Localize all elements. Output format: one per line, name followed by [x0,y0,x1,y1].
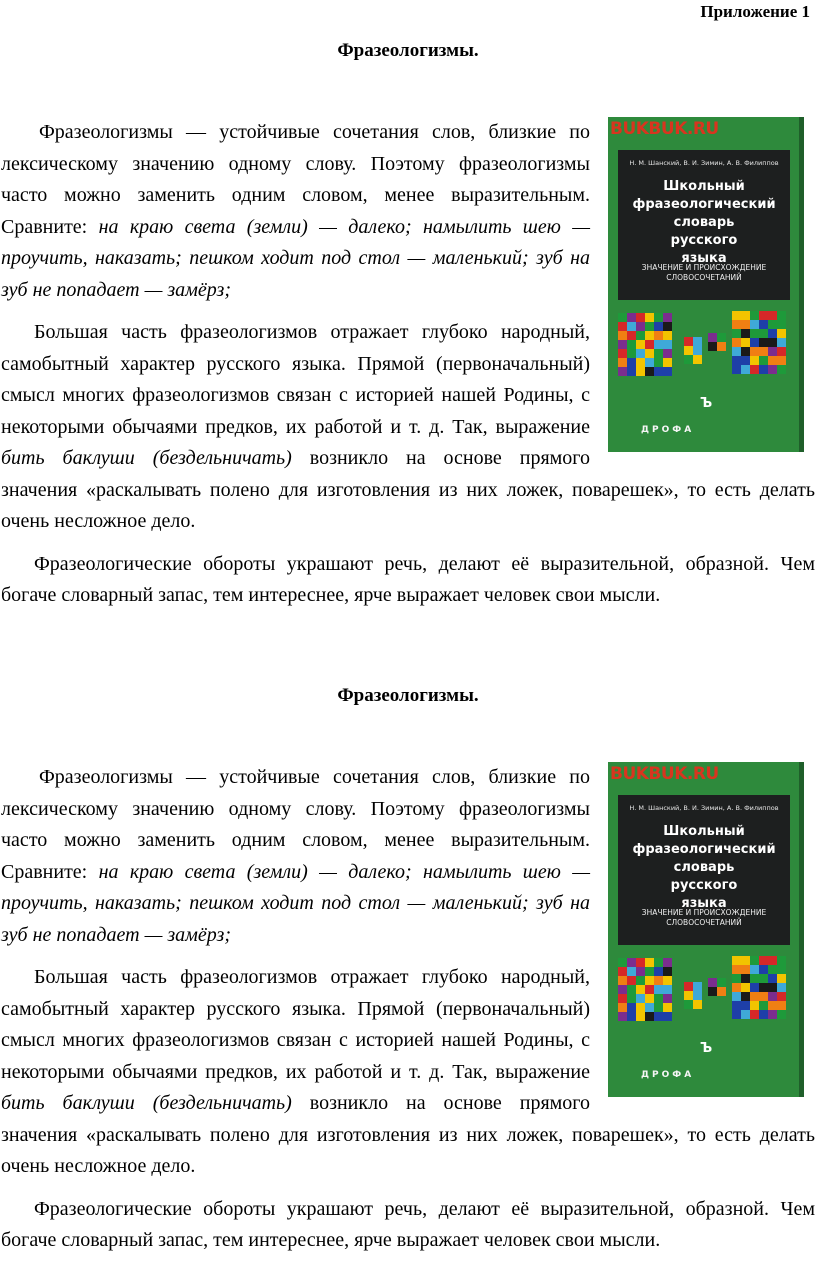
pattern-square [777,329,786,338]
pattern-square [654,331,663,340]
pattern-square [777,347,786,356]
pattern-square [627,994,636,1003]
pattern-square [759,320,768,329]
pattern-square [759,1001,768,1010]
pattern-square [717,342,726,351]
pattern-square [654,958,663,967]
pattern-square [654,1003,663,1012]
pattern-square [732,311,741,320]
section-2 [0,685,816,1257]
book-subtitle: ЗНАЧЕНИЕ И ПРОИСХОЖДЕНИЕ СЛОВОСОЧЕТАНИЙ [641,263,767,282]
pattern-square [777,992,786,1001]
pattern-square [684,1000,693,1009]
publisher-logo-icon: Ъ [700,396,713,411]
paragraph-conclusion: Фразеологические обороты украшают речь, делают её выразительной, образной. Чем богаче словарный запас, тем интереснее, ярче выражает человек свои мысли. [1,1197,815,1251]
pattern-square [732,365,741,374]
pattern-square [717,333,726,342]
pattern-square [636,967,645,976]
book-title: Школьный фразеологический словарь русского языка [632,824,776,911]
pattern-square [750,356,759,365]
pattern-square [732,1001,741,1010]
pattern-square [618,358,627,367]
pattern-square [663,331,672,340]
pattern-square [636,976,645,985]
pattern-square [645,313,654,322]
pattern-square [777,1010,786,1019]
pattern-square [750,338,759,347]
book-title: Школьный фразеологический словарь русского языка [632,179,776,266]
section-title: Фразеологизмы. [337,685,479,706]
pattern-square [663,358,672,367]
pattern-square [636,367,645,376]
pattern-square [654,340,663,349]
pattern-square [645,367,654,376]
pattern-square [645,1003,654,1012]
pattern-square [759,965,768,974]
pattern-square [663,367,672,376]
pattern-square [732,983,741,992]
pattern-square [636,1012,645,1021]
pattern-square [618,976,627,985]
pattern-square [693,337,702,346]
pattern-square [645,1012,654,1021]
pattern-square [636,349,645,358]
pattern-square [732,974,741,983]
pattern-square [636,331,645,340]
pattern-square [768,338,777,347]
pattern-square [750,965,759,974]
book-title-panel [618,795,790,945]
pattern-square [717,987,726,996]
pattern-square [732,965,741,974]
pattern-square [663,967,672,976]
pattern-square [618,313,627,322]
pattern-square [741,965,750,974]
book-site-watermark: BUKBUK.RU [610,764,719,784]
pattern-square [636,313,645,322]
pattern-square [693,355,702,364]
pattern-square [777,356,786,365]
pattern-square [654,322,663,331]
paragraph-history: Большая часть фразеологизмов отражает глубоко народный, самобытный характер русского языка. Прямой (первоначальный) смысл многих фразеологизмов связан с историей нашей Родины, с некоторыми обычаями предков, их работой и т. д. Так, выражение бить баклуши (бездельничать) возникло на основе прямого значения «раскалывать полено для изготовления из них ложек, поварешек», то есть делать очень несложное дело. [1,966,815,1177]
pattern-square [768,1010,777,1019]
pattern-square [708,333,717,342]
pattern-square [777,311,786,320]
pattern-square [684,991,693,1000]
pattern-square [684,355,693,364]
pattern-square [750,956,759,965]
paragraph-definition: Фразеологизмы — устойчивые сочетания слов, близкие по лексическому значению одному слову. Поэтому фразеологизмы часто можно заменить одним словом, менее выразительным. Сравните: на краю света (земли) — далеко; намылить шею — проучить, наказать; пешком ходит под стол — маленький; зуб на зуб не попадает — замёрз; [1,766,590,946]
pattern-square [768,329,777,338]
pattern-square [618,340,627,349]
publisher-logo-icon: Ъ [700,1041,713,1056]
pattern-square [741,320,750,329]
pattern-square [750,347,759,356]
pattern-square [645,331,654,340]
pattern-square [732,356,741,365]
pattern-square [627,367,636,376]
book-authors: Н. М. Шанский, В. И. Зимин, А. В. Филиппов [629,804,779,812]
pattern-square [645,322,654,331]
pattern-square [768,992,777,1001]
pattern-square [636,958,645,967]
pattern-square [750,1001,759,1010]
pattern-square [732,992,741,1001]
pattern-square [636,358,645,367]
pattern-square [750,992,759,1001]
pattern-square [684,982,693,991]
pattern-square [654,313,663,322]
pattern-square [777,956,786,965]
book-site-watermark: BUKBUK.RU [610,119,719,139]
paragraph-conclusion: Фразеологические обороты украшают речь, делают её выразительной, образной. Чем богаче словарный запас, тем интереснее, ярче выражает человек свои мысли. [1,552,815,606]
pattern-square [708,342,717,351]
pattern-square [663,1003,672,1012]
pattern-square [759,329,768,338]
pattern-square [732,338,741,347]
pattern-square [663,985,672,994]
pattern-square [684,337,693,346]
pattern-square [627,358,636,367]
book-publisher: ДРОФА [641,1070,695,1080]
pattern-square [741,1001,750,1010]
pattern-square [759,347,768,356]
paragraph-history: Большая часть фразеологизмов отражает глубоко народный, самобытный характер русского языка. Прямой (первоначальный) смысл многих фразеологизмов связан с историей нашей Родины, с некоторыми обычаями предков, их работой и т. д. Так, выражение бить баклуши (бездельничать) возникло на основе прямого значения «раскалывать полено для изготовления из них ложек, поварешек», то есть делать очень несложное дело. [1,321,815,532]
pattern-square [618,958,627,967]
pattern-square [777,1001,786,1010]
pattern-square [759,983,768,992]
pattern-square [759,356,768,365]
pattern-square [618,1012,627,1021]
pattern-square [732,1010,741,1019]
pattern-square [741,338,750,347]
pattern-square [777,974,786,983]
pattern-square [618,994,627,1003]
checker-pattern [614,952,792,1032]
pattern-square [768,1001,777,1010]
pattern-square [741,1010,750,1019]
appendix-label: Приложение 1 [700,2,810,21]
pattern-square [759,974,768,983]
pattern-square [654,367,663,376]
pattern-square [654,1012,663,1021]
pattern-square [627,985,636,994]
pattern-square [777,365,786,374]
pattern-square [645,349,654,358]
pattern-square [750,365,759,374]
pattern-square [741,356,750,365]
pattern-square [768,347,777,356]
pattern-square [636,1003,645,1012]
pattern-square [636,322,645,331]
pattern-square [627,1012,636,1021]
pattern-square [618,367,627,376]
pattern-square [777,983,786,992]
pattern-square [750,983,759,992]
pattern-square [741,956,750,965]
pattern-square [750,974,759,983]
pattern-square [693,1000,702,1009]
pattern-square [627,967,636,976]
pattern-square [759,956,768,965]
pattern-square [732,329,741,338]
pattern-square [750,311,759,320]
pattern-square [627,331,636,340]
pattern-square [663,322,672,331]
book-title-panel [618,150,790,300]
pattern-square [663,958,672,967]
book-cover-image [608,762,804,1097]
pattern-square [741,365,750,374]
pattern-square [654,358,663,367]
pattern-square [645,976,654,985]
pattern-square [741,974,750,983]
pattern-square [768,311,777,320]
pattern-square [645,967,654,976]
pattern-square [777,320,786,329]
pattern-square [768,974,777,983]
pattern-square [741,329,750,338]
pattern-square [759,992,768,1001]
pattern-square [732,956,741,965]
pattern-square [759,365,768,374]
pattern-square [717,978,726,987]
book-publisher: ДРОФА [641,425,695,435]
pattern-square [627,958,636,967]
pattern-square [627,1003,636,1012]
pattern-square [654,976,663,985]
pattern-square [708,978,717,987]
pattern-square [768,365,777,374]
pattern-square [693,346,702,355]
pattern-square [654,994,663,1003]
pattern-square [663,340,672,349]
pattern-square [636,340,645,349]
pattern-square [741,347,750,356]
paragraph-definition: Фразеологизмы — устойчивые сочетания слов, близкие по лексическому значению одному слову. Поэтому фразеологизмы часто можно заменить одним словом, менее выразительным. Сравните: на краю света (земли) — далеко; намылить шею — проучить, наказать; пешком ходит под стол — маленький; зуб на зуб не попадает — замёрз; [1,121,590,301]
pattern-square [777,965,786,974]
pattern-square [750,1010,759,1019]
pattern-square [627,349,636,358]
pattern-square [654,985,663,994]
pattern-square [618,322,627,331]
book-cover-image [608,117,804,452]
pattern-square [750,320,759,329]
pattern-square [693,991,702,1000]
pattern-square [708,987,717,996]
pattern-square [645,958,654,967]
pattern-square [663,1012,672,1021]
pattern-square [654,349,663,358]
pattern-square [759,311,768,320]
pattern-square [645,985,654,994]
pattern-square [750,329,759,338]
pattern-square [618,331,627,340]
pattern-square [645,994,654,1003]
pattern-square [645,340,654,349]
pattern-square [636,994,645,1003]
pattern-square [768,965,777,974]
pattern-square [741,311,750,320]
pattern-square [759,1010,768,1019]
pattern-square [627,313,636,322]
pattern-square [645,358,654,367]
pattern-square [627,322,636,331]
book-authors: Н. М. Шанский, В. И. Зимин, А. В. Филиппов [629,159,779,167]
pattern-square [636,985,645,994]
pattern-square [618,349,627,358]
section-1 [0,40,816,612]
pattern-square [777,338,786,347]
pattern-square [768,356,777,365]
checker-pattern [614,307,792,387]
pattern-square [759,338,768,347]
pattern-square [627,976,636,985]
pattern-square [741,983,750,992]
pattern-square [741,992,750,1001]
pattern-square [618,985,627,994]
pattern-square [663,976,672,985]
pattern-square [627,340,636,349]
pattern-square [768,983,777,992]
pattern-square [618,967,627,976]
pattern-square [663,313,672,322]
pattern-square [684,346,693,355]
section-title: Фразеологизмы. [337,40,479,61]
pattern-square [663,349,672,358]
pattern-square [768,956,777,965]
pattern-square [768,320,777,329]
book-subtitle: ЗНАЧЕНИЕ И ПРОИСХОЖДЕНИЕ СЛОВОСОЧЕТАНИЙ [641,908,767,927]
pattern-square [663,994,672,1003]
pattern-square [618,1003,627,1012]
pattern-square [732,320,741,329]
pattern-square [732,347,741,356]
pattern-square [693,982,702,991]
pattern-square [654,967,663,976]
